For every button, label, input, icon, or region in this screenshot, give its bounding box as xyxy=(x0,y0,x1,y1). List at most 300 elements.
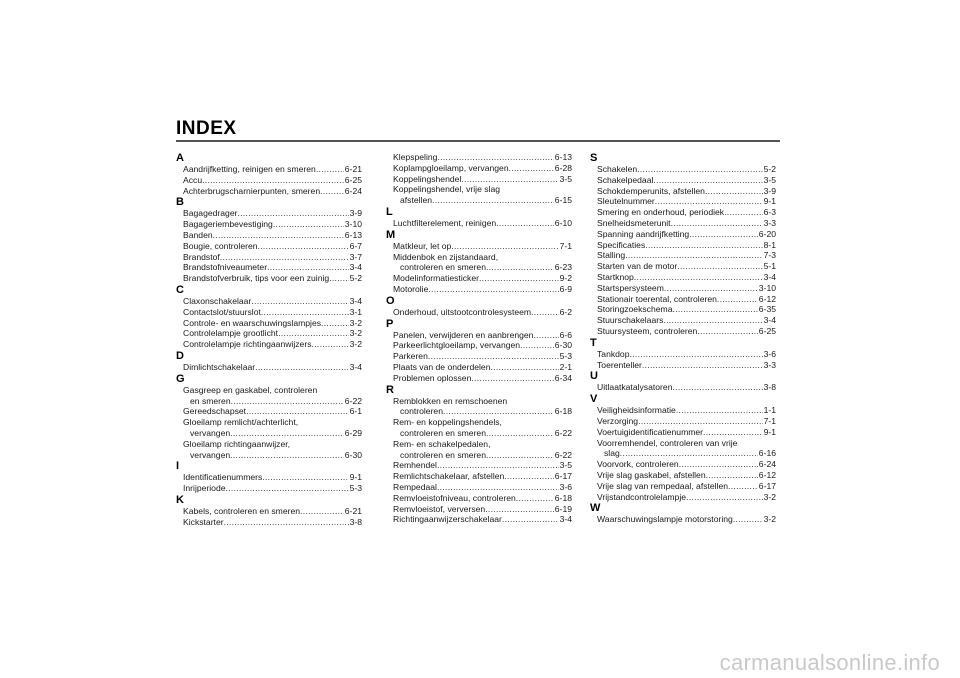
entry-text: Matkleur, let op xyxy=(393,240,452,251)
entry-text: Richtingaanwijzerschakelaar xyxy=(393,514,502,525)
page-number: 6-24 xyxy=(758,459,776,470)
dot-leader xyxy=(653,175,762,186)
section-letter: R xyxy=(386,383,394,396)
index-entry xyxy=(386,195,572,206)
entry-text: Startspersysteem xyxy=(597,282,664,293)
entry-text: Toerenteller xyxy=(597,359,642,370)
index-entry xyxy=(386,514,572,525)
index-entry xyxy=(590,196,776,207)
index-entry xyxy=(386,262,572,273)
page-number: 6-23 xyxy=(554,262,572,273)
page-number: 6-2 xyxy=(559,306,572,317)
index-entry xyxy=(590,427,776,438)
page-number: 2-1 xyxy=(559,361,572,372)
dot-leader xyxy=(634,272,763,283)
page-number: 6-17 xyxy=(554,471,572,482)
index-entry xyxy=(176,339,362,350)
entry-text: vervangen xyxy=(190,449,231,460)
page-number: 3-3 xyxy=(763,359,776,370)
dot-leader xyxy=(437,460,559,471)
index-entry xyxy=(176,439,362,450)
dot-leader xyxy=(255,362,348,373)
page-number: 7-1 xyxy=(559,240,572,251)
entry-text: Klepspeling xyxy=(393,152,438,162)
dot-leader xyxy=(316,164,344,175)
index-entry xyxy=(590,164,776,175)
entry-text: controleren en smeren xyxy=(400,262,486,273)
page-number: 3-4 xyxy=(559,514,572,525)
index-entry xyxy=(590,405,776,416)
dot-leader xyxy=(320,186,344,197)
dot-leader xyxy=(273,219,344,230)
index-entry xyxy=(590,207,776,218)
dot-leader xyxy=(686,492,763,503)
page-number: 6-34 xyxy=(554,372,572,383)
page-number: 8-1 xyxy=(763,239,776,250)
page-number: 3-4 xyxy=(763,315,776,326)
dot-leader xyxy=(705,186,763,197)
dot-leader xyxy=(300,506,344,517)
entry-text: Rem- en schakelpedalen, xyxy=(393,438,491,449)
page-number: 6-28 xyxy=(554,162,572,173)
index-entry xyxy=(386,152,572,163)
page-number: 6-20 xyxy=(758,228,776,239)
index-entry xyxy=(386,493,572,504)
dot-leader xyxy=(490,362,558,373)
entry-text: Remlichtschakelaar, afstellen xyxy=(393,471,505,482)
dot-leader xyxy=(443,406,554,417)
dot-leader xyxy=(672,304,757,315)
index-entry xyxy=(176,273,362,284)
index-entry xyxy=(176,385,362,396)
entry-text: afstellen xyxy=(400,195,433,206)
page-number: 6-6 xyxy=(559,329,572,340)
section-letter: K xyxy=(176,493,184,506)
entry-text: Gloeilamp remlicht/achterlicht, xyxy=(183,417,299,428)
page-number: 6-21 xyxy=(344,505,362,516)
index-entry xyxy=(176,262,362,273)
dot-leader xyxy=(461,174,558,185)
dot-leader xyxy=(451,241,558,252)
index-entry xyxy=(386,471,572,482)
page-number: 3-3 xyxy=(763,217,776,228)
dot-leader xyxy=(728,481,758,492)
dot-leader xyxy=(251,296,348,307)
index-entry xyxy=(386,504,572,515)
index-entry xyxy=(386,330,572,341)
entry-text: controleren en smeren xyxy=(400,427,486,438)
dot-leader xyxy=(231,396,344,407)
page-number: 3-2 xyxy=(349,339,362,350)
index-column-2 xyxy=(386,152,572,525)
entry-text: Vrije slag van rempedaal, afstellen xyxy=(597,480,729,491)
entry-text: Snelheidsmeterunit xyxy=(597,217,671,228)
dot-leader xyxy=(663,315,762,326)
entry-text: Bagagedrager xyxy=(183,208,238,219)
entry-text: Stalling xyxy=(597,250,626,261)
entry-text: Schakelen xyxy=(597,164,638,174)
dot-leader xyxy=(638,416,762,427)
entry-text: Kickstarter xyxy=(183,516,224,527)
index-entry xyxy=(590,326,776,337)
index-entry xyxy=(176,252,362,263)
dot-leader xyxy=(329,273,348,284)
index-entry xyxy=(176,396,362,407)
index-entry xyxy=(176,296,362,307)
page-number: 6-17 xyxy=(758,480,776,491)
page-number: 5-2 xyxy=(763,164,776,174)
dot-leader xyxy=(321,318,349,329)
dot-leader xyxy=(706,470,758,481)
index-entry xyxy=(590,261,776,272)
page-number: 6-15 xyxy=(554,195,572,206)
page-number: 5-1 xyxy=(763,261,776,272)
index-entry xyxy=(590,382,776,393)
page-number: 6-25 xyxy=(758,325,776,336)
index-entry xyxy=(590,186,776,197)
index-entry xyxy=(590,294,776,305)
index-entry xyxy=(386,362,572,373)
index-entry xyxy=(590,218,776,229)
index-entry xyxy=(386,273,572,284)
entry-text: Startknop xyxy=(597,271,634,282)
entry-text: vervangen xyxy=(190,427,231,438)
entry-text: Specificaties xyxy=(597,239,646,250)
entry-text: Banden xyxy=(183,229,213,240)
dot-leader xyxy=(278,328,349,339)
watermark: carmanualsonline.info xyxy=(719,650,940,675)
section-letter: O xyxy=(386,294,395,307)
page-number: 3-9 xyxy=(763,185,776,196)
section-letter: T xyxy=(590,336,597,349)
dot-leader xyxy=(486,450,554,461)
dot-leader xyxy=(703,427,763,438)
entry-text: Accu xyxy=(183,174,203,185)
section-letter: W xyxy=(590,502,601,515)
section-letter: L xyxy=(386,205,393,218)
dot-leader xyxy=(655,196,763,207)
entry-text: Achterbrugscharnierpunten, smeren xyxy=(183,185,321,196)
dot-leader xyxy=(267,262,349,273)
dot-leader xyxy=(620,448,758,459)
entry-text: Tankdop xyxy=(597,348,630,359)
dot-leader xyxy=(220,252,349,263)
section-letter: G xyxy=(176,372,185,385)
page-number: 6-21 xyxy=(344,164,362,174)
index-entry xyxy=(176,208,362,219)
page-number: 3-5 xyxy=(763,174,776,185)
dot-leader xyxy=(531,307,559,318)
page-number: 6-7 xyxy=(349,240,362,251)
dot-leader xyxy=(642,360,763,371)
page-number: 3-4 xyxy=(763,271,776,282)
index-entry xyxy=(386,460,572,471)
section-letter: C xyxy=(176,283,184,296)
page-number: 3-10 xyxy=(758,282,776,293)
entry-text: Starten van de motor xyxy=(597,261,678,272)
index-entry xyxy=(590,250,776,261)
page-number: 6-12 xyxy=(758,469,776,480)
dot-leader xyxy=(226,483,349,494)
entry-text: controleren en smeren xyxy=(400,449,486,460)
page-number: 6-12 xyxy=(758,293,776,304)
entry-text: Bougie, controleren xyxy=(183,240,258,251)
index-entry xyxy=(176,450,362,461)
entry-text: Remvloeistofniveau, controleren xyxy=(393,492,516,503)
entry-text: Rempedaal xyxy=(393,481,437,492)
page-number: 6-18 xyxy=(554,406,572,417)
dot-leader xyxy=(637,164,762,175)
dot-leader xyxy=(432,195,554,206)
entry-text: Spanning aandrijfketting xyxy=(597,228,690,239)
dot-leader xyxy=(717,294,758,305)
entry-text: Schakelpedaal xyxy=(597,174,654,185)
page-number: 3-5 xyxy=(559,460,572,471)
page-number: 6-24 xyxy=(344,185,362,196)
dot-leader xyxy=(428,284,558,295)
page-number: 6-1 xyxy=(349,406,362,417)
dot-leader xyxy=(224,517,349,528)
page-number: 3-6 xyxy=(559,481,572,492)
dot-leader xyxy=(733,514,763,525)
dot-leader xyxy=(471,373,553,384)
section-letter: U xyxy=(590,370,598,383)
page-number: 5-3 xyxy=(349,483,362,494)
index-entry xyxy=(386,373,572,384)
entry-text: Voorvork, controleren xyxy=(597,459,679,470)
entry-text: Verzorging xyxy=(597,415,639,426)
index-entry xyxy=(590,315,776,326)
index-entry xyxy=(176,241,362,252)
dot-leader xyxy=(677,261,762,272)
entry-text: Remvloeistof, verversen xyxy=(393,503,486,514)
entry-text: Koppelingshendel xyxy=(393,173,462,184)
entry-text: Panelen, verwijderen en aanbrengen xyxy=(393,329,534,340)
entry-text: Luchtfilterelement, reinigen xyxy=(393,217,497,228)
page-number: 6-10 xyxy=(554,217,572,228)
index-entry xyxy=(590,481,776,492)
entry-text: Stuurschakelaars xyxy=(597,315,664,326)
page-number: 3-7 xyxy=(349,251,362,262)
dot-leader xyxy=(645,240,762,251)
dot-leader xyxy=(724,207,762,218)
dot-leader xyxy=(676,405,763,416)
dot-leader xyxy=(671,218,763,229)
entry-text: Claxonschakelaar xyxy=(183,295,252,306)
page-number: 1-1 xyxy=(763,405,776,416)
index-entry xyxy=(386,174,572,185)
entry-text: Controlelampje richtingaanwijzers xyxy=(183,339,312,350)
page-number: 6-13 xyxy=(554,152,572,162)
page-number: 6-19 xyxy=(554,503,572,514)
index-entry xyxy=(386,340,572,351)
dot-leader xyxy=(496,218,554,229)
index-entry xyxy=(590,438,776,449)
entry-text: Identificatienummers xyxy=(183,472,263,483)
entry-text: Stuursysteem, controleren xyxy=(597,325,698,336)
index-column-1 xyxy=(176,152,362,528)
index-entry xyxy=(386,450,572,461)
entry-text: Brandstof xyxy=(183,251,220,262)
dot-leader xyxy=(258,241,349,252)
dot-leader xyxy=(697,326,757,337)
index-entry xyxy=(176,472,362,483)
entry-text: Sleutelnummer xyxy=(597,196,655,207)
page-number: 3-2 xyxy=(349,317,362,328)
dot-leader xyxy=(312,339,349,350)
index-entry xyxy=(386,406,572,417)
section-letter: M xyxy=(386,228,396,241)
index-entry xyxy=(176,328,362,339)
section-letter: I xyxy=(176,460,180,473)
page-number: 5-2 xyxy=(349,273,362,284)
dot-leader xyxy=(502,514,559,525)
dot-leader xyxy=(533,330,558,341)
entry-text: Parkeren xyxy=(393,351,428,362)
entry-text: Aandrijfketting, reinigen en smeren xyxy=(183,164,316,174)
index-entry xyxy=(176,362,362,373)
index-entry xyxy=(386,252,572,263)
entry-text: Parkeerlichtgloeilamp, vervangen xyxy=(393,340,521,351)
entry-text: Brandstofverbruik, tips voor een zuinig xyxy=(183,273,330,284)
page-number: 7-3 xyxy=(763,250,776,261)
entry-text: Gloeilamp richtingaanwijzer, xyxy=(183,438,290,449)
page-number: 6-16 xyxy=(758,448,776,459)
page-number: 3-8 xyxy=(763,382,776,393)
dot-leader xyxy=(630,349,763,360)
dot-leader xyxy=(428,351,559,362)
page-number: 6-29 xyxy=(344,427,362,438)
title-divider xyxy=(176,140,780,142)
page-number: 7-1 xyxy=(763,415,776,426)
page-number: 3-6 xyxy=(763,348,776,359)
entry-text: Kabels, controleren en smeren xyxy=(183,505,301,516)
index-entry xyxy=(386,417,572,428)
dot-leader xyxy=(509,163,554,174)
index-entry xyxy=(590,514,776,525)
dot-leader xyxy=(437,152,553,163)
section-letter: B xyxy=(176,196,184,209)
entry-text: Problemen oplossen xyxy=(393,372,472,383)
dot-leader xyxy=(213,230,344,241)
index-entry xyxy=(386,241,572,252)
index-entry xyxy=(590,360,776,371)
entry-text: Smering en onderhoud, periodiek xyxy=(597,207,725,218)
dot-leader xyxy=(689,229,758,240)
entry-text: Vrije slag gaskabel, afstellen xyxy=(597,469,706,480)
page-number: 6-18 xyxy=(554,492,572,503)
dot-leader xyxy=(261,307,349,318)
page-number: 3-2 xyxy=(763,491,776,502)
page-number: 3-9 xyxy=(349,208,362,219)
page-number: 3-4 xyxy=(349,361,362,372)
entry-text: controleren xyxy=(400,406,443,417)
index-entry xyxy=(176,406,362,417)
index-entry xyxy=(176,417,362,428)
dot-leader xyxy=(679,459,758,470)
dot-leader xyxy=(516,493,554,504)
dot-leader xyxy=(520,340,554,351)
page-number: 3-2 xyxy=(349,328,362,339)
entry-text: Voertuigidentificatienummer xyxy=(597,426,704,437)
dot-leader xyxy=(504,471,554,482)
page-number: 3-8 xyxy=(349,516,362,527)
page-number: 3-2 xyxy=(763,514,776,525)
entry-text: Koppelingshendel, vrije slag xyxy=(393,184,501,195)
entry-text: Veiligheidsinformatie xyxy=(597,405,676,416)
section-letter: A xyxy=(176,152,184,164)
index-entry xyxy=(386,163,572,174)
entry-text: Motorolie xyxy=(393,283,429,294)
dot-leader xyxy=(230,428,344,439)
page-number: 3-1 xyxy=(349,306,362,317)
index-entry xyxy=(176,175,362,186)
section-letter: S xyxy=(590,152,598,164)
entry-text: Plaats van de onderdelen xyxy=(393,361,491,372)
index-entry xyxy=(386,482,572,493)
dot-leader xyxy=(664,283,758,294)
dot-leader xyxy=(202,175,344,186)
index-entry xyxy=(590,459,776,470)
index-entry xyxy=(590,272,776,283)
dot-leader xyxy=(262,472,348,483)
index-entry xyxy=(176,318,362,329)
entry-text: Stationair toerental, controleren xyxy=(597,293,717,304)
entry-text: slag xyxy=(604,448,620,459)
entry-text: Contactslot/stuurslot xyxy=(183,306,261,317)
index-entry xyxy=(176,230,362,241)
index-entry xyxy=(590,283,776,294)
section-letter: V xyxy=(590,393,598,406)
section-letter: D xyxy=(176,349,184,362)
page-number: 3-4 xyxy=(349,295,362,306)
entry-text: Voorremhendel, controleren van vrije xyxy=(597,437,738,448)
entry-text: Middenbok en zijstandaard, xyxy=(393,251,499,262)
entry-text: Gereedschapset xyxy=(183,406,247,417)
page-number: 3-5 xyxy=(559,173,572,184)
dot-leader xyxy=(625,250,762,261)
page-number: 6-22 xyxy=(344,395,362,406)
section-letter: P xyxy=(386,317,394,330)
page-number: 6-30 xyxy=(554,340,572,351)
page-number: 9-2 xyxy=(559,273,572,284)
index-entry xyxy=(590,229,776,240)
entry-text: Dimlichtschakelaar xyxy=(183,361,256,372)
page-number: 6-13 xyxy=(344,229,362,240)
entry-text: Onderhoud, uitstootcontrolesysteem xyxy=(393,306,532,317)
dot-leader xyxy=(246,406,349,417)
entry-text: Bagageriembevestiging xyxy=(183,219,273,230)
index-entry xyxy=(386,428,572,439)
page-number: 6-30 xyxy=(344,449,362,460)
page-number: 9-1 xyxy=(763,426,776,437)
dot-leader xyxy=(672,382,762,393)
index-entry xyxy=(386,439,572,450)
index-entry xyxy=(590,240,776,251)
entry-text: Remhendel xyxy=(393,460,437,471)
index-entry xyxy=(386,218,572,229)
index-entry xyxy=(590,416,776,427)
entry-text: Gasgreep en gaskabel, controleren xyxy=(183,384,318,395)
index-entry xyxy=(176,164,362,175)
index-entry xyxy=(590,448,776,459)
index-entry xyxy=(386,184,572,195)
index-entry xyxy=(176,506,362,517)
index-entry xyxy=(386,351,572,362)
index-entry xyxy=(176,307,362,318)
entry-text: Storingzoekschema xyxy=(597,304,673,315)
dot-leader xyxy=(486,262,554,273)
